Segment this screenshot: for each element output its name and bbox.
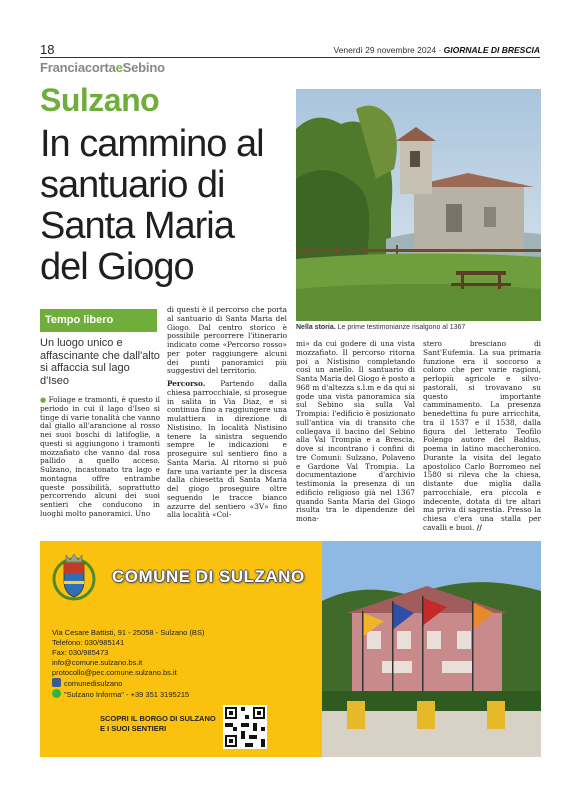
date-separator: · — [438, 45, 442, 55]
coat-of-arms-icon — [52, 551, 96, 603]
ad-cta-line-1: SCOPRI IL BORGO DI SULZANO — [100, 714, 216, 723]
ad-whatsapp-text: "Sulzano Informa" - +39 351 3195215 — [64, 690, 190, 699]
header-rule — [40, 57, 540, 58]
facebook-icon — [52, 678, 61, 687]
ad-whatsapp-link[interactable] — [52, 689, 189, 699]
photo-caption-text: Le prime testimonianze risalgono al 1367 — [337, 324, 466, 331]
ad-email-link[interactable]: info@comune.sulzano.bs.it — [52, 658, 143, 667]
article-column-2 — [167, 306, 287, 520]
section-box-subtitle: Un luogo unico e affascinante che dall'alto si affaccia sul lago d'Iseo — [40, 337, 160, 387]
ad-facebook-link[interactable] — [52, 678, 122, 688]
ad-call-to-action — [100, 714, 216, 734]
sanctuary-photo — [296, 89, 541, 321]
ad-address: Via Cesare Battisti, 91 - 25058 - Sulzano (BS) — [52, 628, 205, 637]
ad-pec-link[interactable]: protocollo@pec.comune.sulzano.bs.it — [52, 668, 177, 677]
ad-town-photo — [322, 541, 541, 757]
column-3-text: mi» da cui godere di una vista mozzafiato. Il percorso ritorna poi a Nistisino completando così un anello. Il santuario di Santa Maria del Giogo è posto a 968 m d'altezza s.l.m e da qui si gode una vista panoramica sia sul Sebino sia sulla Val Trompia: l'edificio è posizionato sull'antica via di transito che collegava il bacino del Sebino alla Val Trompia e a Brescia, dove si incontrano i confini di tre Comuni: Sulzano, Polaveno e Gardone Val Trompia. La documentazione d'archivio testimonia la presenza di un edificio religioso già nel 1367 quando Santa Maria del Giogo risulta tra le dipendenze del mona- — [296, 339, 415, 523]
end-mark: // — [476, 522, 482, 532]
photo-caption-lead: Nella storia. — [296, 324, 336, 331]
ad-fax: Fax: 030/985473 — [52, 648, 109, 657]
article-column-4 — [423, 340, 541, 533]
whatsapp-icon — [52, 689, 61, 698]
article-column-1 — [40, 396, 160, 519]
place-kicker: Sulzano — [40, 82, 160, 118]
section-tag — [40, 60, 165, 75]
bullet-icon: ● — [40, 396, 47, 404]
ad-title: COMUNE DI SULZANO — [112, 567, 305, 586]
section-tag-part3: Sebino — [122, 60, 165, 75]
ad-phone: Telefono: 030/985141 — [52, 638, 125, 647]
ad-cta-line-2: E I SUOI SENTIERI — [100, 724, 167, 733]
issue-date: Venerdì 29 novembre 2024 — [333, 45, 437, 55]
section-tag-part2: e — [115, 60, 123, 75]
ad-facebook-text: comunedisulzano — [64, 679, 123, 688]
issue-date-line — [334, 45, 541, 55]
article-column-3 — [296, 340, 415, 524]
section-tag-part1: Franciacorta — [40, 60, 116, 75]
column-2-text-continued: Partendo dalla chiesa parrocchiale, si prosegue in salita in Via Diaz, e si continua fino a raggiungere una mulattiera in direzione di Nistisino. In località Nistisino tenere la sinistra seguendo sempre le indicazioni e proseguire sul sentiero fino a Santa Maria. Al ritorno si può fare una variante per la discesa dalla chiesetta di Santa Maria del giogo proseguire oltre seguendo le tracce bianco azzurre del sentiero «3V» fino alla località «Col- — [167, 379, 287, 520]
newspaper-name: GIORNALE DI BRESCIA — [443, 45, 540, 55]
sanctuary-photo-image — [296, 89, 541, 321]
headline: In cammino al santuario di Santa Maria del Giogo — [40, 123, 264, 288]
qr-code-icon[interactable] — [223, 705, 267, 749]
page-number: 18 — [40, 42, 55, 57]
section-box-title: Tempo libero — [40, 309, 157, 332]
column-2-lead: Percorso. — [167, 379, 206, 388]
column-1-text: Foliage e tramonti, è questo il periodo in cui il lago d'Iseo si tinge di varie tonalità che vanno dal giallo all'arancione al rosso nei suoi boschi di latifoglie, a questi si aggiungono i tramonti mozzafiato che vanno dal rosa pallido a quello acceso. Sulzano, incastonato tra lago e montagna offre entrambe queste possibilità, soprattutto percorrendo alcuni dei suoi sentieri che conducono in luoghi molto panoramici. Uno — [40, 395, 161, 518]
photo-caption — [296, 324, 546, 331]
column-4-text: stero bresciano di Sant'Eufemia. La sua primaria funzione era il soccorso a coloro che per varie ragioni, perlopiù agricole e silvo-pastorali, si trovavano su questo importante camminamento. La presenza benedettina fu pure arricchita, tra il 1537 e il 1538, dalla figura del letterato Teofilo Folengo autore del Baldus, poema in latino maccheronico. Durante la visita del legato apostolico Carlo Borromeo nel 1580 si rileva che la chiesa, distante due miglia dalla parrocchiale, era piccola e indecente, dotata di tre altari ma priva di sagrestia. Presso la chiesa c'era una stalla per cavalli e buoi. — [423, 339, 541, 532]
column-2-text: di questi è il percorso che porta al santuario di Santa Maria del Giogo. Dal centro storico è possibile percorrere l'itinerario indicato come «Percorso rosso» per poter raggiungere alcuni dei punti panoramici più suggestivi del territorio. — [167, 305, 287, 376]
